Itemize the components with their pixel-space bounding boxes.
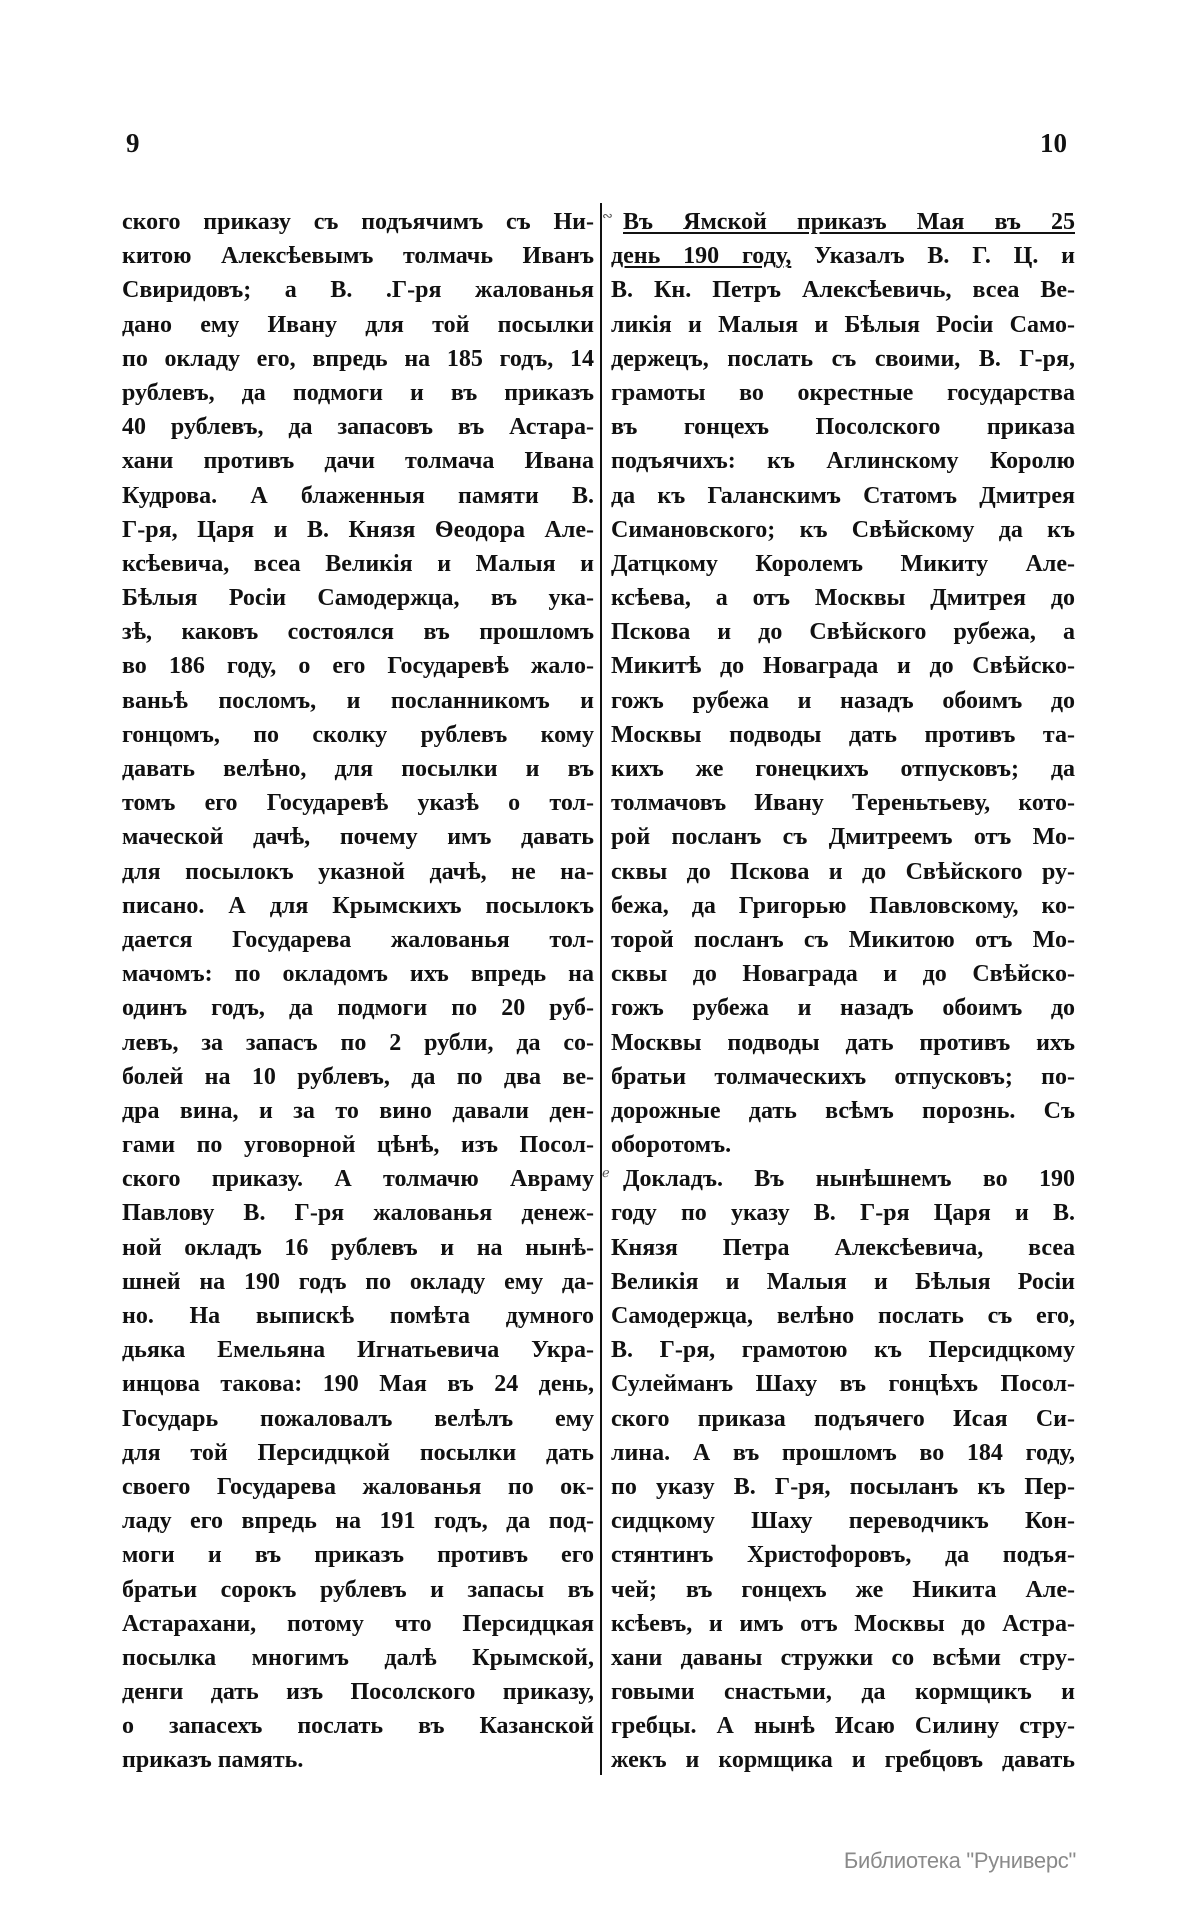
text-line: Симановского; къ Свѣйскому да къ [611, 516, 1075, 543]
text-line: левъ, за запасъ по 2 рубли, да со- [122, 1029, 594, 1056]
text-line: Свиридовъ; а В. .Г-ря жалованья [122, 277, 594, 304]
text-line: Великія и Малыя и Бѣлыя Росіи [611, 1268, 1075, 1295]
text-line: кихъ же гонецкихъ отпусковъ; да [611, 756, 1075, 782]
line-text: Докладъ. Въ нынѣшнемъ во 190 [623, 1166, 1075, 1193]
text-line: инцова такова: 190 Мая въ 24 день, [122, 1371, 594, 1398]
text-line: В. Кн. Петръ Алексѣевичь, всеа Ве- [611, 277, 1075, 304]
text-line: одинъ годъ, да подмоги по 20 руб- [122, 995, 594, 1022]
text-line: своего Государева жалованья по ок- [122, 1473, 594, 1500]
text-line: торой посланъ съ Микитою отъ Мо- [611, 926, 1075, 953]
text-line: зѣ, каковъ состоялся въ прошломъ [122, 619, 594, 646]
text-line: дается Государева жалованья тол- [122, 926, 594, 953]
text-line: дорожные дать всѣмъ порознь. Съ [611, 1097, 1075, 1124]
library-watermark: Библиотека "Руниверс" [843, 1848, 1076, 1873]
text-line: году по указу В. Г-ря Царя и В. [611, 1200, 1075, 1227]
text-line: ной окладъ 16 рублевъ и на нынѣ- [122, 1234, 594, 1261]
text-line: оборотомъ. [611, 1132, 732, 1159]
text-line: 40 рублевъ, да запасовъ въ Астара- [122, 414, 594, 441]
text-line: но. На выпискѣ помѣта думного [122, 1303, 594, 1329]
text-line: ликія и Малыя и Бѣлыя Росіи Само- [611, 311, 1075, 338]
text-line: ского приказу съ подъячимъ съ Ни- [122, 209, 594, 235]
text-line: Павлову В. Г-ря жалованья денеж- [122, 1200, 594, 1227]
text-line: Сулейманъ Шаху въ гонцѣхъ Посол- [611, 1371, 1075, 1398]
text-line: ского приказа подъячего Исая Си- [611, 1405, 1075, 1432]
text-line: денги дать изъ Посолского приказу, [122, 1679, 594, 1706]
text-line: болей на 10 рублевъ, да по два ве- [122, 1063, 594, 1090]
text-line [602, 205, 1075, 239]
left-text-column [122, 205, 594, 1778]
text-line: братьи толмаческихъ отпусковъ; по- [611, 1063, 1075, 1090]
text-line: В. Г-ря, грамотою къ Персидцкому [611, 1337, 1075, 1364]
text-line [611, 239, 1075, 273]
text-line: толмачовъ Ивану Тереньтьеву, кото- [611, 790, 1075, 817]
text-line: томъ его Государевѣ указѣ о тол- [122, 790, 594, 817]
text-line: гребцы. А нынѣ Исаю Силину стру- [611, 1713, 1075, 1740]
text-line: стянтинъ Христофоровъ, да подъя- [611, 1542, 1075, 1569]
text-line: Микитѣ до Новаграда и до Свѣйско- [611, 653, 1075, 680]
text-line: писано. А для Крымскихъ посылокъ [122, 892, 594, 919]
text-line: ладу его впредь на 191 годъ, да под- [122, 1508, 594, 1535]
text-line: для посылокъ указной дачѣ, не на- [122, 858, 594, 885]
text-line: моги и въ приказъ противъ его [122, 1542, 594, 1569]
text-line: лина. А въ прошломъ во 184 году, [611, 1439, 1075, 1466]
text-line: говыми снастьми, да кормщикъ и [611, 1679, 1075, 1706]
text-line: подъячихъ: къ Аглинскому Королю [611, 448, 1075, 475]
text-line: хани противъ дачи толмача Ивана [122, 448, 594, 475]
text-line: дра вина, и за то вино давали ден- [122, 1097, 594, 1124]
text-line: Пскова и до Свѣйского рубежа, а [611, 619, 1075, 646]
text-line: хани даваны стружки со всѣми стру- [611, 1644, 1075, 1671]
text-line: ского приказу. А толмачю Авраму [122, 1166, 594, 1193]
page-number-left: 9 [126, 128, 140, 158]
text-line: Датцкому Королемъ Микиту Але- [611, 550, 1075, 577]
text-line: Г-ря, Царя и В. Князя Ѳеодора Але- [122, 516, 594, 543]
text-line: сквы до Новаграда и до Свѣйско- [611, 961, 1075, 988]
text-line: мачомъ: по окладомъ ихъ впредь на [122, 961, 594, 988]
underlined-heading: день 190 году, [611, 243, 792, 270]
margin-mark-icon: ℯ [602, 1165, 610, 1181]
text-line: ксѣева, а отъ Москвы Дмитрея до [611, 585, 1075, 612]
text-line: Москвы подводы дать противъ ихъ [611, 1029, 1075, 1056]
text-line: гожъ рубежа и назадъ обоимъ до [611, 995, 1075, 1022]
text-line: ксѣевича, всеа Великія и Малыя и [122, 550, 594, 577]
column-divider [600, 203, 602, 1775]
text-line: о запасехъ послать въ Казанской [122, 1713, 594, 1740]
text-line: во 186 году, о его Государевѣ жало- [122, 653, 594, 680]
text-line: братьи сорокъ рублевъ и запасы въ [122, 1576, 594, 1603]
text-line: Кудрова. А блаженныя памяти В. [122, 482, 594, 509]
text-line: жекъ и кормщика и гребцовъ давать [611, 1747, 1075, 1774]
text-line: приказъ память. [122, 1747, 304, 1774]
page-number-right: 10 [1040, 128, 1067, 158]
text-line: по указу В. Г-ря, посыланъ къ Пер- [611, 1473, 1075, 1500]
text-line: давать велѣно, для посылки и въ [122, 756, 594, 782]
text-line: дьяка Емельяна Игнатьевича Укра- [122, 1337, 594, 1364]
text-line: въ гонцехъ Посолского приказа [611, 414, 1075, 441]
text-line: китою Алексѣевымъ толмачь Иванъ [122, 243, 594, 270]
right-text-column [602, 205, 1075, 1778]
text-line: Москвы подводы дать противъ та- [611, 721, 1075, 748]
text-line: да къ Галанскимъ Статомъ Дмитрея [611, 482, 1075, 509]
text-line [602, 1162, 1075, 1196]
text-line: Князя Петра Алексѣевича, всеа [611, 1234, 1075, 1261]
text-line: сидцкому Шаху переводчикъ Кон- [611, 1508, 1075, 1535]
text-line: дано ему Ивану для той посылки [122, 311, 594, 338]
text-line: гонцомъ, по сколку рублевъ кому [122, 721, 594, 748]
text-line: гами по уговорной цѣнѣ, изъ Посол- [122, 1132, 594, 1159]
text-line: посылка многимъ далѣ Крымской, [122, 1644, 594, 1671]
text-line: держецъ, послать съ своими, В. Г-ря, [611, 345, 1075, 372]
underlined-heading: Въ Ямской приказъ Мая въ 25 [623, 209, 1075, 235]
text-line: рой посланъ съ Дмитреемъ отъ Мо- [611, 824, 1075, 851]
text-line: ваньѣ посломъ, и посланникомъ и [122, 687, 594, 714]
text-line: сквы до Пскова и до Свѣйского ру- [611, 858, 1075, 885]
text-line: Бѣлыя Росіи Самодержца, въ ука- [122, 585, 594, 612]
text-line: для той Персидцкой посылки дать [122, 1439, 594, 1466]
text-line: рублевъ, да подмоги и въ приказъ [122, 379, 594, 406]
text-line: Самодержца, велѣно послать съ его, [611, 1303, 1075, 1329]
text-line: Государь пожаловалъ велѣлъ ему [122, 1405, 594, 1432]
text-line: шней на 190 годъ по окладу ему да- [122, 1268, 594, 1295]
text-line: мачеcкой дачѣ, почему имъ давать [122, 824, 594, 851]
text-line: по окладу его, впредь на 185 годъ, 14 [122, 345, 594, 372]
text-line: грамоты во окрестные государства [611, 379, 1075, 406]
text-line: гожъ рубежа и назадъ обоимъ до [611, 687, 1075, 714]
line-text: Указалъ В. Г. Ц. и [791, 243, 1075, 270]
text-line: Астарахани, потому что Персидцкая [122, 1610, 594, 1637]
text-line: бежа, да Григорью Павловскому, ко- [611, 892, 1075, 919]
margin-mark-icon: ∾ [602, 208, 613, 223]
text-line: ксѣевъ, и имъ отъ Москвы до Астра- [611, 1610, 1075, 1637]
text-line: чей; въ гонцехъ же Никита Але- [611, 1576, 1075, 1603]
